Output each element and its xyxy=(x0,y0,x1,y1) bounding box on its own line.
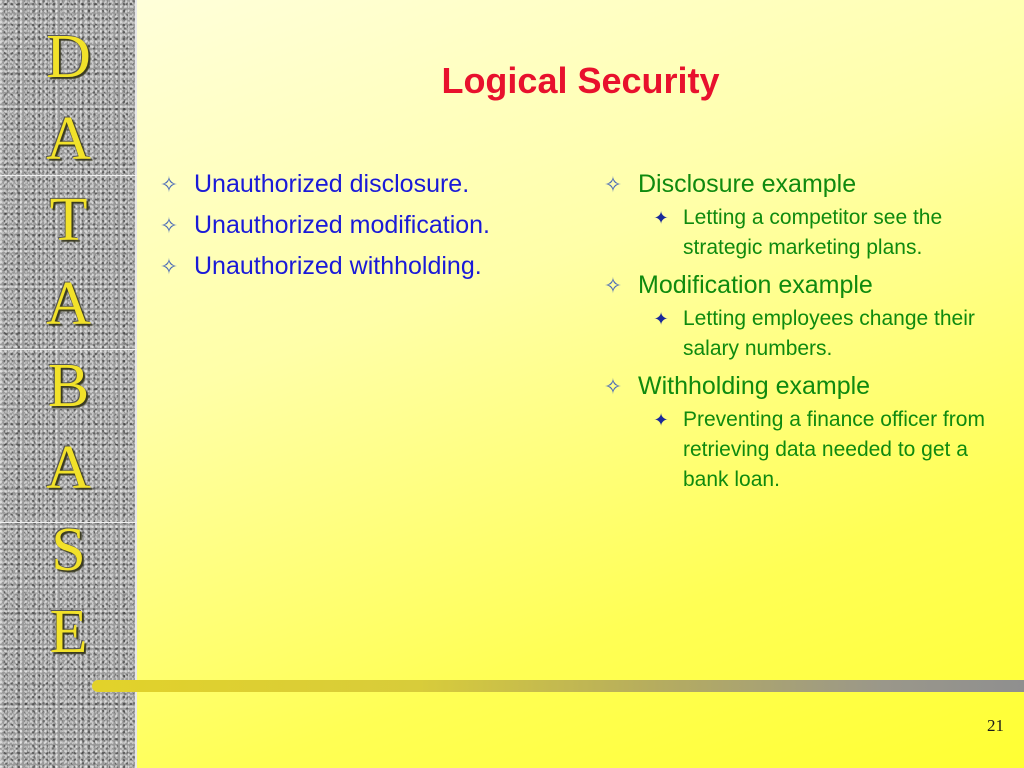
list-item xyxy=(156,250,576,283)
four-point-star-outline-icon: ✧ xyxy=(159,213,179,238)
sidebar xyxy=(0,0,137,768)
sidebar-letter: A xyxy=(46,270,91,338)
page-number: 21 xyxy=(987,716,1004,735)
example-detail-text: Letting employees change their salary numbers. xyxy=(683,307,975,360)
example-detail xyxy=(600,405,1010,495)
list-item xyxy=(600,269,1010,364)
sidebar-letter: D xyxy=(46,23,91,91)
four-point-star-filled-icon: ✦ xyxy=(653,309,669,329)
example-detail-text: Preventing a finance officer from retrieving data needed to get a bank loan. xyxy=(683,408,985,491)
sidebar-divider xyxy=(0,175,137,176)
sidebar-letter: S xyxy=(51,516,86,584)
sidebar-divider xyxy=(0,349,137,350)
example-heading xyxy=(600,370,1010,403)
slide-title: Logical Security xyxy=(441,60,720,101)
sidebar-letter: B xyxy=(47,352,90,420)
four-point-star-filled-icon: ✦ xyxy=(653,410,669,430)
four-point-star-outline-icon: ✧ xyxy=(603,374,623,399)
example-heading xyxy=(600,168,1010,201)
example-detail xyxy=(600,203,1010,263)
example-detail-text: Letting a competitor see the strategic marketing plans. xyxy=(683,206,943,259)
sidebar-letter: A xyxy=(46,434,91,502)
sidebar-letter: E xyxy=(49,598,88,666)
example-detail xyxy=(600,304,1010,364)
list-item xyxy=(600,168,1010,263)
horizontal-rule xyxy=(92,680,1024,692)
list-item xyxy=(156,209,576,242)
list-item-label: Unauthorized modification. xyxy=(194,211,490,239)
example-heading-label: Modification example xyxy=(638,271,873,299)
four-point-star-outline-icon: ✧ xyxy=(603,172,623,197)
left-bullet-list xyxy=(156,168,576,291)
four-point-star-outline-icon: ✧ xyxy=(159,172,179,197)
four-point-star-outline-icon: ✧ xyxy=(603,273,623,298)
four-point-star-outline-icon: ✧ xyxy=(159,254,179,279)
sidebar-letter: A xyxy=(46,105,91,173)
four-point-star-filled-icon: ✦ xyxy=(653,208,669,228)
right-bullet-list xyxy=(600,168,1010,501)
example-heading xyxy=(600,269,1010,302)
example-heading-label: Disclosure example xyxy=(638,170,857,198)
list-item xyxy=(156,168,576,201)
sidebar-letter: T xyxy=(49,186,88,254)
list-item-label: Unauthorized disclosure. xyxy=(194,170,470,198)
example-heading-label: Withholding example xyxy=(638,372,871,400)
list-item-label: Unauthorized withholding. xyxy=(194,252,482,280)
list-item xyxy=(600,370,1010,495)
